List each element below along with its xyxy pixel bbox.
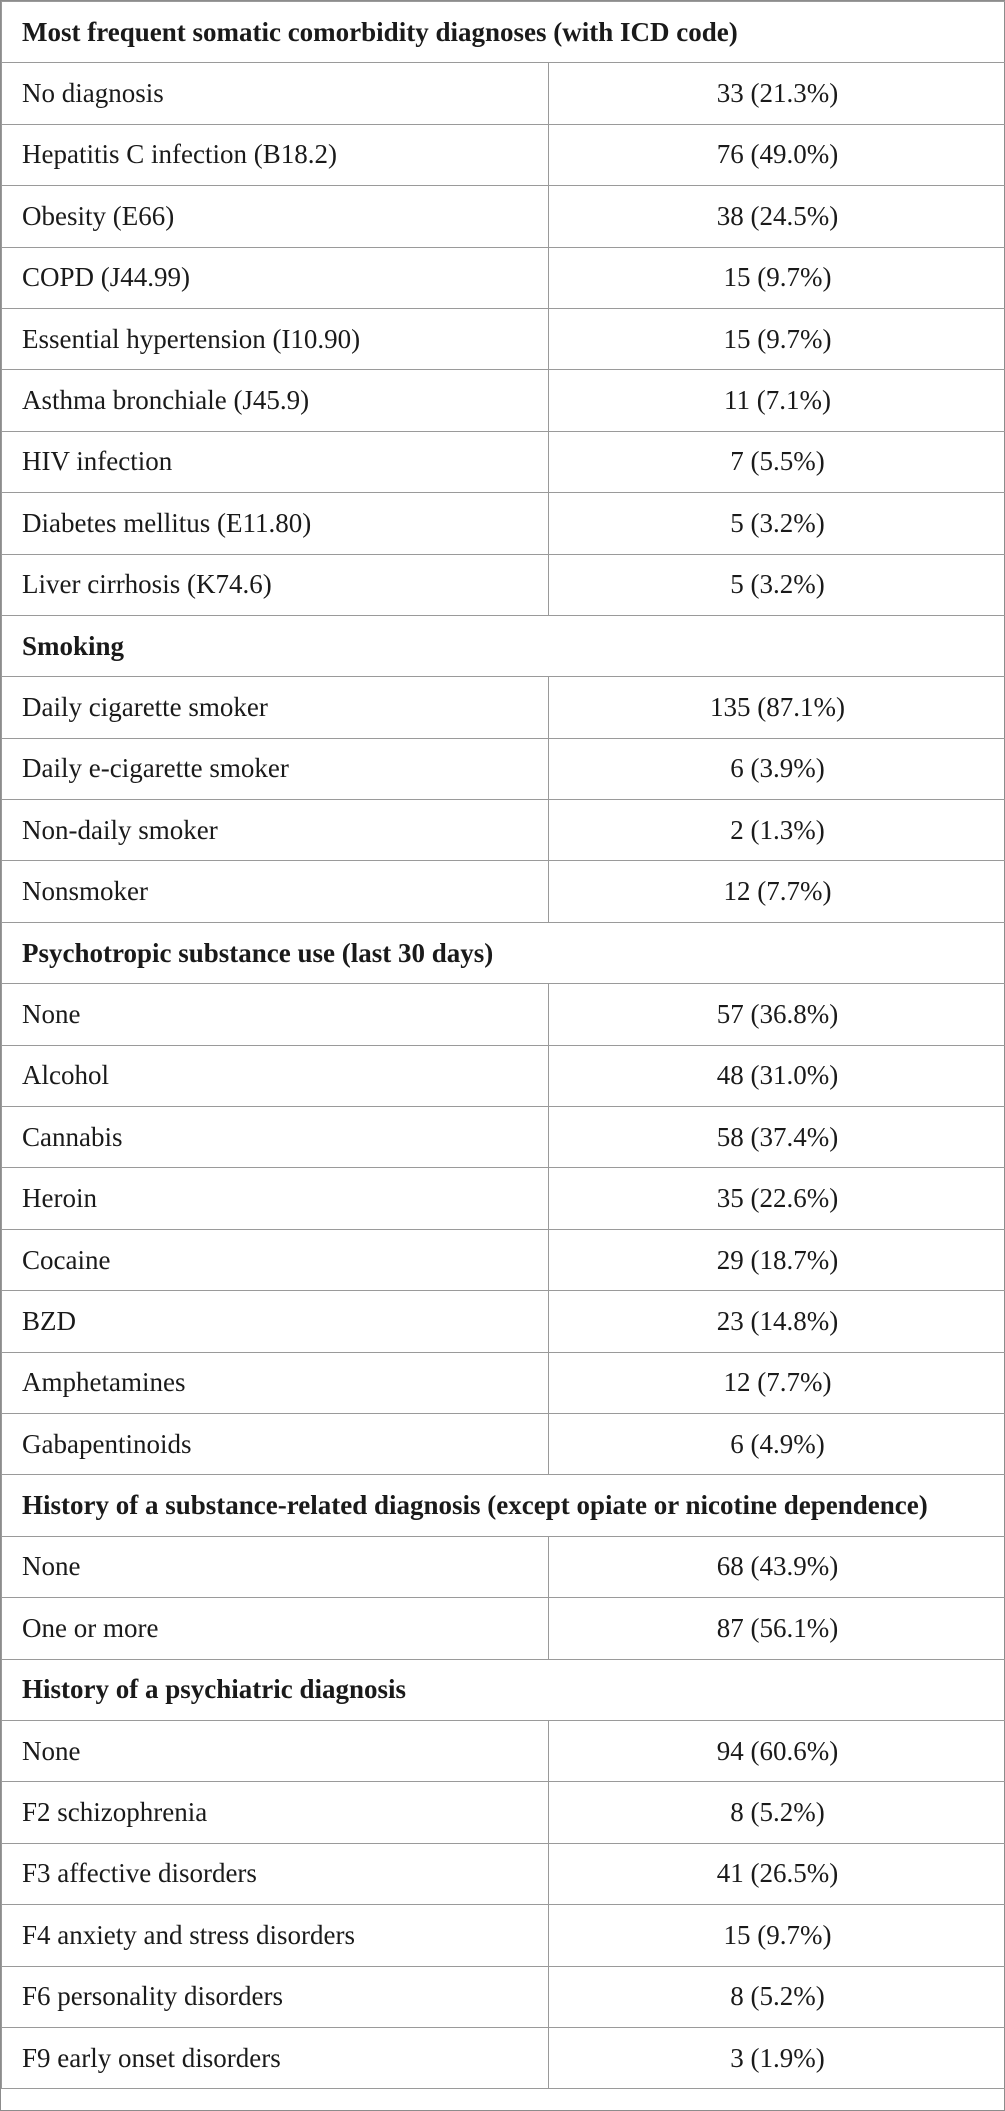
row-label: Liver cirrhosis (K74.6)	[2, 554, 549, 615]
table-row	[2, 1229, 1005, 1290]
row-value: 15 (9.7%)	[549, 308, 1005, 369]
row-label: Heroin	[2, 1168, 549, 1229]
section-header-row	[2, 1659, 1005, 1720]
row-label: F6 personality disorders	[2, 1966, 549, 2027]
row-label: Nonsmoker	[2, 861, 549, 922]
row-value: 2 (1.3%)	[549, 800, 1005, 861]
table-row	[2, 1107, 1005, 1168]
row-value: 33 (21.3%)	[549, 63, 1005, 124]
row-value: 76 (49.0%)	[549, 124, 1005, 185]
row-label: None	[2, 984, 549, 1045]
row-value: 6 (3.9%)	[549, 738, 1005, 799]
table-row	[2, 1413, 1005, 1474]
section-header-row	[2, 2, 1005, 63]
row-label: Diabetes mellitus (E11.80)	[2, 493, 549, 554]
row-value: 15 (9.7%)	[549, 247, 1005, 308]
section-header-row	[2, 1475, 1005, 1536]
table-row	[2, 738, 1005, 799]
table-row	[2, 861, 1005, 922]
table-row	[2, 800, 1005, 861]
table-row	[2, 370, 1005, 431]
row-value: 23 (14.8%)	[549, 1291, 1005, 1352]
row-label: Cannabis	[2, 1107, 549, 1168]
table-row	[2, 1045, 1005, 1106]
table-row	[2, 2027, 1005, 2088]
row-value: 8 (5.2%)	[549, 1966, 1005, 2027]
row-label: Amphetamines	[2, 1352, 549, 1413]
row-value: 5 (3.2%)	[549, 554, 1005, 615]
row-value: 58 (37.4%)	[549, 1107, 1005, 1168]
row-label: None	[2, 1536, 549, 1597]
table-row	[2, 1291, 1005, 1352]
row-value: 6 (4.9%)	[549, 1413, 1005, 1474]
row-label: F3 affective disorders	[2, 1843, 549, 1904]
table-row	[2, 493, 1005, 554]
table-row	[2, 431, 1005, 492]
table-row	[2, 984, 1005, 1045]
row-label: HIV infection	[2, 431, 549, 492]
row-label: F4 anxiety and stress disorders	[2, 1905, 549, 1966]
row-label: F2 schizophrenia	[2, 1782, 549, 1843]
section-title: Most frequent somatic comorbidity diagnoses (with ICD code)	[2, 2, 1005, 63]
row-label: No diagnosis	[2, 63, 549, 124]
table-row	[2, 1598, 1005, 1659]
row-label: Obesity (E66)	[2, 186, 549, 247]
table-row	[2, 677, 1005, 738]
row-label: COPD (J44.99)	[2, 247, 549, 308]
row-value: 11 (7.1%)	[549, 370, 1005, 431]
table-row	[2, 1966, 1005, 2027]
row-value: 29 (18.7%)	[549, 1229, 1005, 1290]
section-title: Psychotropic substance use (last 30 days)	[2, 922, 1005, 983]
table-row	[2, 1352, 1005, 1413]
row-label: Daily e-cigarette smoker	[2, 738, 549, 799]
table-row	[2, 1782, 1005, 1843]
row-label: Daily cigarette smoker	[2, 677, 549, 738]
table-row	[2, 247, 1005, 308]
table-row	[2, 186, 1005, 247]
row-label: None	[2, 1720, 549, 1781]
row-label: BZD	[2, 1291, 549, 1352]
row-value: 15 (9.7%)	[549, 1905, 1005, 1966]
row-label: Essential hypertension (I10.90)	[2, 308, 549, 369]
table-row	[2, 554, 1005, 615]
row-label: F9 early onset disorders	[2, 2027, 549, 2088]
row-value: 35 (22.6%)	[549, 1168, 1005, 1229]
table-row	[2, 1168, 1005, 1229]
row-value: 12 (7.7%)	[549, 861, 1005, 922]
row-value: 135 (87.1%)	[549, 677, 1005, 738]
section-header-row	[2, 922, 1005, 983]
table-row	[2, 63, 1005, 124]
row-value: 38 (24.5%)	[549, 186, 1005, 247]
row-label: Hepatitis C infection (B18.2)	[2, 124, 549, 185]
row-label: Non-daily smoker	[2, 800, 549, 861]
table-row	[2, 1843, 1005, 1904]
table-row	[2, 124, 1005, 185]
row-value: 7 (5.5%)	[549, 431, 1005, 492]
row-value: 57 (36.8%)	[549, 984, 1005, 1045]
table-row	[2, 1720, 1005, 1781]
row-value: 94 (60.6%)	[549, 1720, 1005, 1781]
row-value: 5 (3.2%)	[549, 493, 1005, 554]
table-row	[2, 1905, 1005, 1966]
row-label: One or more	[2, 1598, 549, 1659]
section-header-row	[2, 615, 1005, 676]
data-table	[1, 1, 1005, 2089]
section-title: History of a substance-related diagnosis (except opiate or nicotine dependence)	[2, 1475, 1005, 1536]
table-row	[2, 308, 1005, 369]
row-label: Cocaine	[2, 1229, 549, 1290]
row-label: Alcohol	[2, 1045, 549, 1106]
row-value: 68 (43.9%)	[549, 1536, 1005, 1597]
row-label: Gabapentinoids	[2, 1413, 549, 1474]
section-title: History of a psychiatric diagnosis	[2, 1659, 1005, 1720]
row-value: 87 (56.1%)	[549, 1598, 1005, 1659]
row-value: 8 (5.2%)	[549, 1782, 1005, 1843]
row-label: Asthma bronchiale (J45.9)	[2, 370, 549, 431]
table-body	[2, 2, 1005, 2089]
row-value: 3 (1.9%)	[549, 2027, 1005, 2088]
row-value: 48 (31.0%)	[549, 1045, 1005, 1106]
table-row	[2, 1536, 1005, 1597]
section-title: Smoking	[2, 615, 1005, 676]
row-value: 12 (7.7%)	[549, 1352, 1005, 1413]
row-value: 41 (26.5%)	[549, 1843, 1005, 1904]
